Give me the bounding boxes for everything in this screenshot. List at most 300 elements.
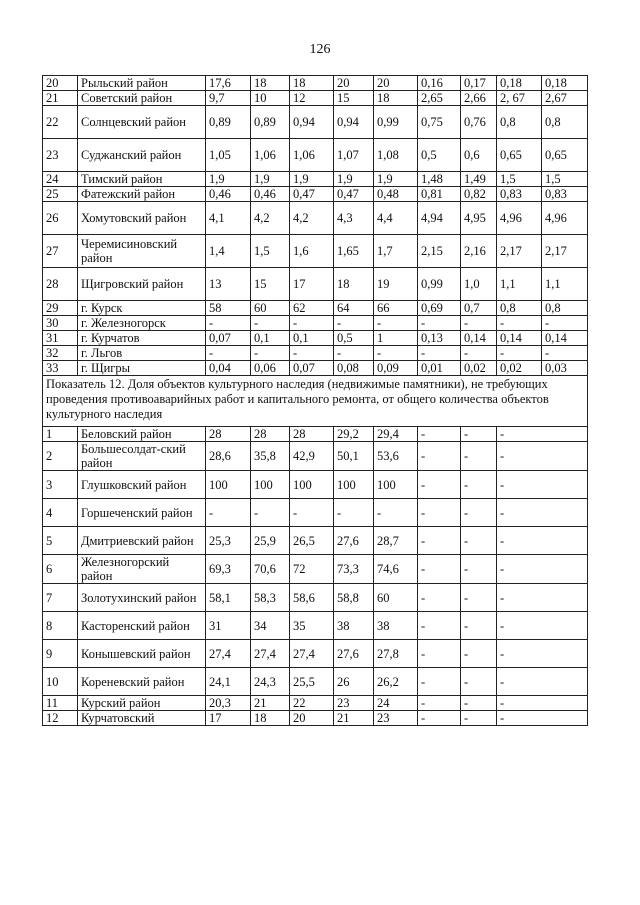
value-cell: 28,7 bbox=[374, 527, 418, 555]
table-row bbox=[43, 268, 588, 301]
value-cell: 0,17 bbox=[461, 76, 497, 91]
value-cell: 2,16 bbox=[461, 235, 497, 268]
value-cell: 26 bbox=[334, 668, 374, 696]
value-cell: 0,94 bbox=[290, 106, 334, 139]
row-number: 1 bbox=[43, 427, 78, 442]
value-cell: 0,81 bbox=[418, 187, 461, 202]
value-cell: 2,67 bbox=[542, 91, 588, 106]
value-cell: 28,6 bbox=[206, 442, 251, 471]
value-cell: 0,83 bbox=[497, 187, 542, 202]
value-cell: 2,17 bbox=[497, 235, 542, 268]
value-cell: - bbox=[461, 427, 497, 442]
row-number: 6 bbox=[43, 555, 78, 584]
row-number: 5 bbox=[43, 527, 78, 555]
row-number: 23 bbox=[43, 139, 78, 172]
value-cell: - bbox=[497, 499, 588, 527]
district-name: г. Курск bbox=[78, 301, 206, 316]
value-cell: 58,6 bbox=[290, 584, 334, 612]
value-cell: - bbox=[418, 640, 461, 668]
value-cell: 0,82 bbox=[461, 187, 497, 202]
table-row bbox=[43, 139, 588, 172]
value-cell: - bbox=[418, 696, 461, 711]
value-cell: 100 bbox=[206, 471, 251, 499]
value-cell: 17,6 bbox=[206, 76, 251, 91]
district-name: г. Льгов bbox=[78, 346, 206, 361]
value-cell: - bbox=[461, 471, 497, 499]
value-cell: 22 bbox=[290, 696, 334, 711]
value-cell: - bbox=[497, 711, 588, 726]
value-cell: 13 bbox=[206, 268, 251, 301]
value-cell: 1,65 bbox=[334, 235, 374, 268]
value-cell: 42,9 bbox=[290, 442, 334, 471]
district-name: Касторенский район bbox=[78, 612, 206, 640]
value-cell: 26,5 bbox=[290, 527, 334, 555]
value-cell: 2,17 bbox=[542, 235, 588, 268]
value-cell: 24,1 bbox=[206, 668, 251, 696]
value-cell: 1,49 bbox=[461, 172, 497, 187]
value-cell: 0,01 bbox=[418, 361, 461, 376]
value-cell: 35 bbox=[290, 612, 334, 640]
value-cell: 1,9 bbox=[290, 172, 334, 187]
value-cell: 69,3 bbox=[206, 555, 251, 584]
value-cell: 100 bbox=[334, 471, 374, 499]
table-row bbox=[43, 76, 588, 91]
value-cell: 0,03 bbox=[542, 361, 588, 376]
statistics-table bbox=[42, 75, 588, 726]
value-cell: 1,0 bbox=[461, 268, 497, 301]
value-cell: 1,08 bbox=[374, 139, 418, 172]
value-cell: - bbox=[461, 442, 497, 471]
row-number: 26 bbox=[43, 202, 78, 235]
value-cell: 27,6 bbox=[334, 527, 374, 555]
table-row bbox=[43, 527, 588, 555]
value-cell: - bbox=[251, 346, 290, 361]
value-cell: 2, 67 bbox=[497, 91, 542, 106]
value-cell: - bbox=[418, 442, 461, 471]
value-cell: 0,5 bbox=[334, 331, 374, 346]
table-row bbox=[43, 471, 588, 499]
district-name: Горшеченский район bbox=[78, 499, 206, 527]
value-cell: - bbox=[461, 640, 497, 668]
value-cell: 73,3 bbox=[334, 555, 374, 584]
value-cell: 1,05 bbox=[206, 139, 251, 172]
value-cell: - bbox=[461, 527, 497, 555]
table-row bbox=[43, 555, 588, 584]
district-name: Кореневский район bbox=[78, 668, 206, 696]
value-cell: 0,08 bbox=[334, 361, 374, 376]
value-cell: 0,75 bbox=[418, 106, 461, 139]
value-cell: 60 bbox=[374, 584, 418, 612]
table-row bbox=[43, 346, 588, 361]
value-cell: 58,8 bbox=[334, 584, 374, 612]
value-cell: 10 bbox=[251, 91, 290, 106]
value-cell: - bbox=[461, 316, 497, 331]
value-cell: - bbox=[461, 612, 497, 640]
value-cell: - bbox=[497, 555, 588, 584]
value-cell: 1,4 bbox=[206, 235, 251, 268]
value-cell: - bbox=[418, 527, 461, 555]
value-cell: 60 bbox=[251, 301, 290, 316]
value-cell: - bbox=[497, 668, 588, 696]
table-row bbox=[43, 106, 588, 139]
value-cell: - bbox=[418, 471, 461, 499]
value-cell: 100 bbox=[374, 471, 418, 499]
value-cell: 1,6 bbox=[290, 235, 334, 268]
value-cell: 2,66 bbox=[461, 91, 497, 106]
value-cell: - bbox=[497, 584, 588, 612]
value-cell: - bbox=[206, 346, 251, 361]
value-cell: - bbox=[461, 555, 497, 584]
value-cell: 0,94 bbox=[334, 106, 374, 139]
value-cell: 23 bbox=[374, 711, 418, 726]
value-cell: 70,6 bbox=[251, 555, 290, 584]
value-cell: 4,94 bbox=[418, 202, 461, 235]
value-cell: 0,83 bbox=[542, 187, 588, 202]
row-number: 7 bbox=[43, 584, 78, 612]
row-number: 11 bbox=[43, 696, 78, 711]
table-row bbox=[43, 172, 588, 187]
value-cell: 58 bbox=[206, 301, 251, 316]
value-cell: 18 bbox=[334, 268, 374, 301]
value-cell: 2,15 bbox=[418, 235, 461, 268]
district-name: Рыльский район bbox=[78, 76, 206, 91]
value-cell: 0,47 bbox=[290, 187, 334, 202]
row-number: 20 bbox=[43, 76, 78, 91]
value-cell: 20 bbox=[290, 711, 334, 726]
district-name: Конышевский район bbox=[78, 640, 206, 668]
row-number: 31 bbox=[43, 331, 78, 346]
value-cell: 0,1 bbox=[290, 331, 334, 346]
row-number: 28 bbox=[43, 268, 78, 301]
value-cell: 1,5 bbox=[497, 172, 542, 187]
district-name: Беловский район bbox=[78, 427, 206, 442]
value-cell: 74,6 bbox=[374, 555, 418, 584]
value-cell: - bbox=[206, 316, 251, 331]
value-cell: 0,04 bbox=[206, 361, 251, 376]
value-cell: 26,2 bbox=[374, 668, 418, 696]
value-cell: 38 bbox=[334, 612, 374, 640]
value-cell: - bbox=[461, 346, 497, 361]
district-name: г. Железногорск bbox=[78, 316, 206, 331]
value-cell: 50,1 bbox=[334, 442, 374, 471]
value-cell: - bbox=[418, 427, 461, 442]
table-row bbox=[43, 499, 588, 527]
value-cell: 0,8 bbox=[497, 106, 542, 139]
value-cell: 0,69 bbox=[418, 301, 461, 316]
value-cell: 0,65 bbox=[497, 139, 542, 172]
value-cell: - bbox=[497, 471, 588, 499]
value-cell: - bbox=[418, 555, 461, 584]
value-cell: 0,06 bbox=[251, 361, 290, 376]
table-row bbox=[43, 202, 588, 235]
district-name: Солнцевский район bbox=[78, 106, 206, 139]
value-cell: 31 bbox=[206, 612, 251, 640]
value-cell: 4,96 bbox=[542, 202, 588, 235]
value-cell: 0,02 bbox=[497, 361, 542, 376]
value-cell: 4,2 bbox=[251, 202, 290, 235]
table-row bbox=[43, 640, 588, 668]
value-cell: 0,18 bbox=[542, 76, 588, 91]
district-name: Большесолдат-ский район bbox=[78, 442, 206, 471]
table-row bbox=[43, 187, 588, 202]
value-cell: 29,4 bbox=[374, 427, 418, 442]
value-cell: - bbox=[418, 612, 461, 640]
value-cell: - bbox=[334, 316, 374, 331]
value-cell: 0,76 bbox=[461, 106, 497, 139]
value-cell: 58,1 bbox=[206, 584, 251, 612]
value-cell: - bbox=[497, 442, 588, 471]
district-name: Хомутовский район bbox=[78, 202, 206, 235]
value-cell: 1,06 bbox=[290, 139, 334, 172]
value-cell: 0,46 bbox=[206, 187, 251, 202]
value-cell: - bbox=[542, 346, 588, 361]
value-cell: 21 bbox=[334, 711, 374, 726]
value-cell: - bbox=[418, 668, 461, 696]
table-row bbox=[43, 235, 588, 268]
row-number: 21 bbox=[43, 91, 78, 106]
value-cell: 27,6 bbox=[334, 640, 374, 668]
table-row bbox=[43, 442, 588, 471]
value-cell: 0,46 bbox=[251, 187, 290, 202]
value-cell: 0,07 bbox=[290, 361, 334, 376]
row-number: 25 bbox=[43, 187, 78, 202]
value-cell: 0,89 bbox=[251, 106, 290, 139]
value-cell: 9,7 bbox=[206, 91, 251, 106]
value-cell: 0,16 bbox=[418, 76, 461, 91]
table-row bbox=[43, 361, 588, 376]
value-cell: 0,09 bbox=[374, 361, 418, 376]
value-cell: 66 bbox=[374, 301, 418, 316]
value-cell: 18 bbox=[251, 76, 290, 91]
value-cell: 4,4 bbox=[374, 202, 418, 235]
value-cell: 0,8 bbox=[497, 301, 542, 316]
value-cell: 0,47 bbox=[334, 187, 374, 202]
value-cell: 0,14 bbox=[542, 331, 588, 346]
district-name: Черемисиновский район bbox=[78, 235, 206, 268]
value-cell: - bbox=[374, 346, 418, 361]
value-cell: 1,5 bbox=[542, 172, 588, 187]
value-cell: 4,95 bbox=[461, 202, 497, 235]
value-cell: - bbox=[461, 584, 497, 612]
value-cell: - bbox=[497, 527, 588, 555]
value-cell: 20 bbox=[334, 76, 374, 91]
value-cell: 38 bbox=[374, 612, 418, 640]
value-cell: 0,8 bbox=[542, 106, 588, 139]
value-cell: 0,48 bbox=[374, 187, 418, 202]
table-row bbox=[43, 316, 588, 331]
value-cell: 4,96 bbox=[497, 202, 542, 235]
value-cell: 29,2 bbox=[334, 427, 374, 442]
value-cell: 28 bbox=[251, 427, 290, 442]
value-cell: 0,89 bbox=[206, 106, 251, 139]
value-cell: - bbox=[418, 711, 461, 726]
value-cell: 58,3 bbox=[251, 584, 290, 612]
value-cell: 1,9 bbox=[374, 172, 418, 187]
value-cell: - bbox=[251, 499, 290, 527]
value-cell: 0,18 bbox=[497, 76, 542, 91]
table-row bbox=[43, 301, 588, 316]
row-number: 10 bbox=[43, 668, 78, 696]
value-cell: - bbox=[542, 316, 588, 331]
value-cell: 27,4 bbox=[206, 640, 251, 668]
value-cell: 19 bbox=[374, 268, 418, 301]
value-cell: - bbox=[334, 499, 374, 527]
value-cell: - bbox=[334, 346, 374, 361]
value-cell: 53,6 bbox=[374, 442, 418, 471]
value-cell: 24 bbox=[374, 696, 418, 711]
row-number: 29 bbox=[43, 301, 78, 316]
row-number: 33 bbox=[43, 361, 78, 376]
value-cell: 0,5 bbox=[418, 139, 461, 172]
row-number: 3 bbox=[43, 471, 78, 499]
district-name: Глушковский район bbox=[78, 471, 206, 499]
value-cell: 0,1 bbox=[251, 331, 290, 346]
value-cell: - bbox=[497, 640, 588, 668]
row-number: 30 bbox=[43, 316, 78, 331]
table-row bbox=[43, 711, 588, 726]
value-cell: 1,1 bbox=[542, 268, 588, 301]
value-cell: 100 bbox=[251, 471, 290, 499]
value-cell: - bbox=[418, 499, 461, 527]
value-cell: 21 bbox=[251, 696, 290, 711]
value-cell: 62 bbox=[290, 301, 334, 316]
value-cell: - bbox=[461, 668, 497, 696]
district-name: г. Курчатов bbox=[78, 331, 206, 346]
row-number: 8 bbox=[43, 612, 78, 640]
value-cell: 15 bbox=[251, 268, 290, 301]
district-name: Курчатовский bbox=[78, 711, 206, 726]
value-cell: 12 bbox=[290, 91, 334, 106]
table-row bbox=[43, 427, 588, 442]
row-number: 22 bbox=[43, 106, 78, 139]
value-cell: 27,4 bbox=[251, 640, 290, 668]
value-cell: - bbox=[290, 316, 334, 331]
value-cell: 24,3 bbox=[251, 668, 290, 696]
value-cell: 4,3 bbox=[334, 202, 374, 235]
value-cell: 28 bbox=[206, 427, 251, 442]
value-cell: 27,4 bbox=[290, 640, 334, 668]
row-number: 32 bbox=[43, 346, 78, 361]
value-cell: 1,1 bbox=[497, 268, 542, 301]
district-name: Курский район bbox=[78, 696, 206, 711]
value-cell: 28 bbox=[290, 427, 334, 442]
value-cell: 1,9 bbox=[206, 172, 251, 187]
value-cell: 25,5 bbox=[290, 668, 334, 696]
value-cell: 17 bbox=[290, 268, 334, 301]
value-cell: 0,99 bbox=[418, 268, 461, 301]
value-cell: 0,65 bbox=[542, 139, 588, 172]
district-name: Тимский район bbox=[78, 172, 206, 187]
value-cell: 0,14 bbox=[461, 331, 497, 346]
value-cell: 25,3 bbox=[206, 527, 251, 555]
table-row bbox=[43, 331, 588, 346]
table-row bbox=[43, 91, 588, 106]
value-cell: - bbox=[290, 499, 334, 527]
value-cell: 1 bbox=[374, 331, 418, 346]
value-cell: 0,02 bbox=[461, 361, 497, 376]
row-number: 9 bbox=[43, 640, 78, 668]
value-cell: 2,65 bbox=[418, 91, 461, 106]
value-cell: - bbox=[497, 427, 588, 442]
indicator-caption: Показатель 12. Доля объектов культурного наследия (недвижимые памятники), не требующих проведения противоаварийных работ и капитального ремонта, от общего количества объектов культурного наследия bbox=[43, 376, 588, 427]
row-number: 24 bbox=[43, 172, 78, 187]
value-cell: 0,99 bbox=[374, 106, 418, 139]
indicator-caption-row bbox=[43, 376, 588, 427]
value-cell: 1,06 bbox=[251, 139, 290, 172]
table-row bbox=[43, 668, 588, 696]
value-cell: 23 bbox=[334, 696, 374, 711]
value-cell: 1,07 bbox=[334, 139, 374, 172]
value-cell: 27,8 bbox=[374, 640, 418, 668]
value-cell: - bbox=[497, 316, 542, 331]
value-cell: 4,1 bbox=[206, 202, 251, 235]
row-number: 2 bbox=[43, 442, 78, 471]
district-name: Железногорский район bbox=[78, 555, 206, 584]
value-cell: 4,2 bbox=[290, 202, 334, 235]
value-cell: 1,5 bbox=[251, 235, 290, 268]
value-cell: 0,6 bbox=[461, 139, 497, 172]
value-cell: 0,13 bbox=[418, 331, 461, 346]
value-cell: 1,48 bbox=[418, 172, 461, 187]
value-cell: 64 bbox=[334, 301, 374, 316]
value-cell: 15 bbox=[334, 91, 374, 106]
district-name: Золотухинский район bbox=[78, 584, 206, 612]
value-cell: 1,9 bbox=[251, 172, 290, 187]
row-number: 4 bbox=[43, 499, 78, 527]
value-cell: - bbox=[497, 346, 542, 361]
value-cell: - bbox=[418, 316, 461, 331]
row-number: 27 bbox=[43, 235, 78, 268]
value-cell: 100 bbox=[290, 471, 334, 499]
value-cell: 0,07 bbox=[206, 331, 251, 346]
value-cell: 34 bbox=[251, 612, 290, 640]
value-cell: 20,3 bbox=[206, 696, 251, 711]
value-cell: - bbox=[497, 612, 588, 640]
table-row bbox=[43, 584, 588, 612]
value-cell: 18 bbox=[251, 711, 290, 726]
value-cell: 0,8 bbox=[542, 301, 588, 316]
page-number: 126 bbox=[309, 42, 331, 57]
value-cell: 72 bbox=[290, 555, 334, 584]
value-cell: - bbox=[418, 584, 461, 612]
value-cell: 25,9 bbox=[251, 527, 290, 555]
value-cell: 20 bbox=[374, 76, 418, 91]
district-name: Суджанский район bbox=[78, 139, 206, 172]
value-cell: - bbox=[461, 499, 497, 527]
value-cell: - bbox=[418, 346, 461, 361]
value-cell: 1,7 bbox=[374, 235, 418, 268]
value-cell: 35,8 bbox=[251, 442, 290, 471]
table-row bbox=[43, 612, 588, 640]
value-cell: - bbox=[374, 499, 418, 527]
value-cell: - bbox=[290, 346, 334, 361]
table-row bbox=[43, 696, 588, 711]
district-name: Дмитриевский район bbox=[78, 527, 206, 555]
district-name: Советский район bbox=[78, 91, 206, 106]
value-cell: 1,9 bbox=[334, 172, 374, 187]
row-number: 12 bbox=[43, 711, 78, 726]
value-cell: - bbox=[497, 696, 588, 711]
district-name: Щигровский район bbox=[78, 268, 206, 301]
value-cell: - bbox=[461, 711, 497, 726]
value-cell: 17 bbox=[206, 711, 251, 726]
value-cell: - bbox=[251, 316, 290, 331]
value-cell: - bbox=[374, 316, 418, 331]
value-cell: - bbox=[461, 696, 497, 711]
district-name: Фатежский район bbox=[78, 187, 206, 202]
value-cell: 0,14 bbox=[497, 331, 542, 346]
value-cell: 18 bbox=[374, 91, 418, 106]
